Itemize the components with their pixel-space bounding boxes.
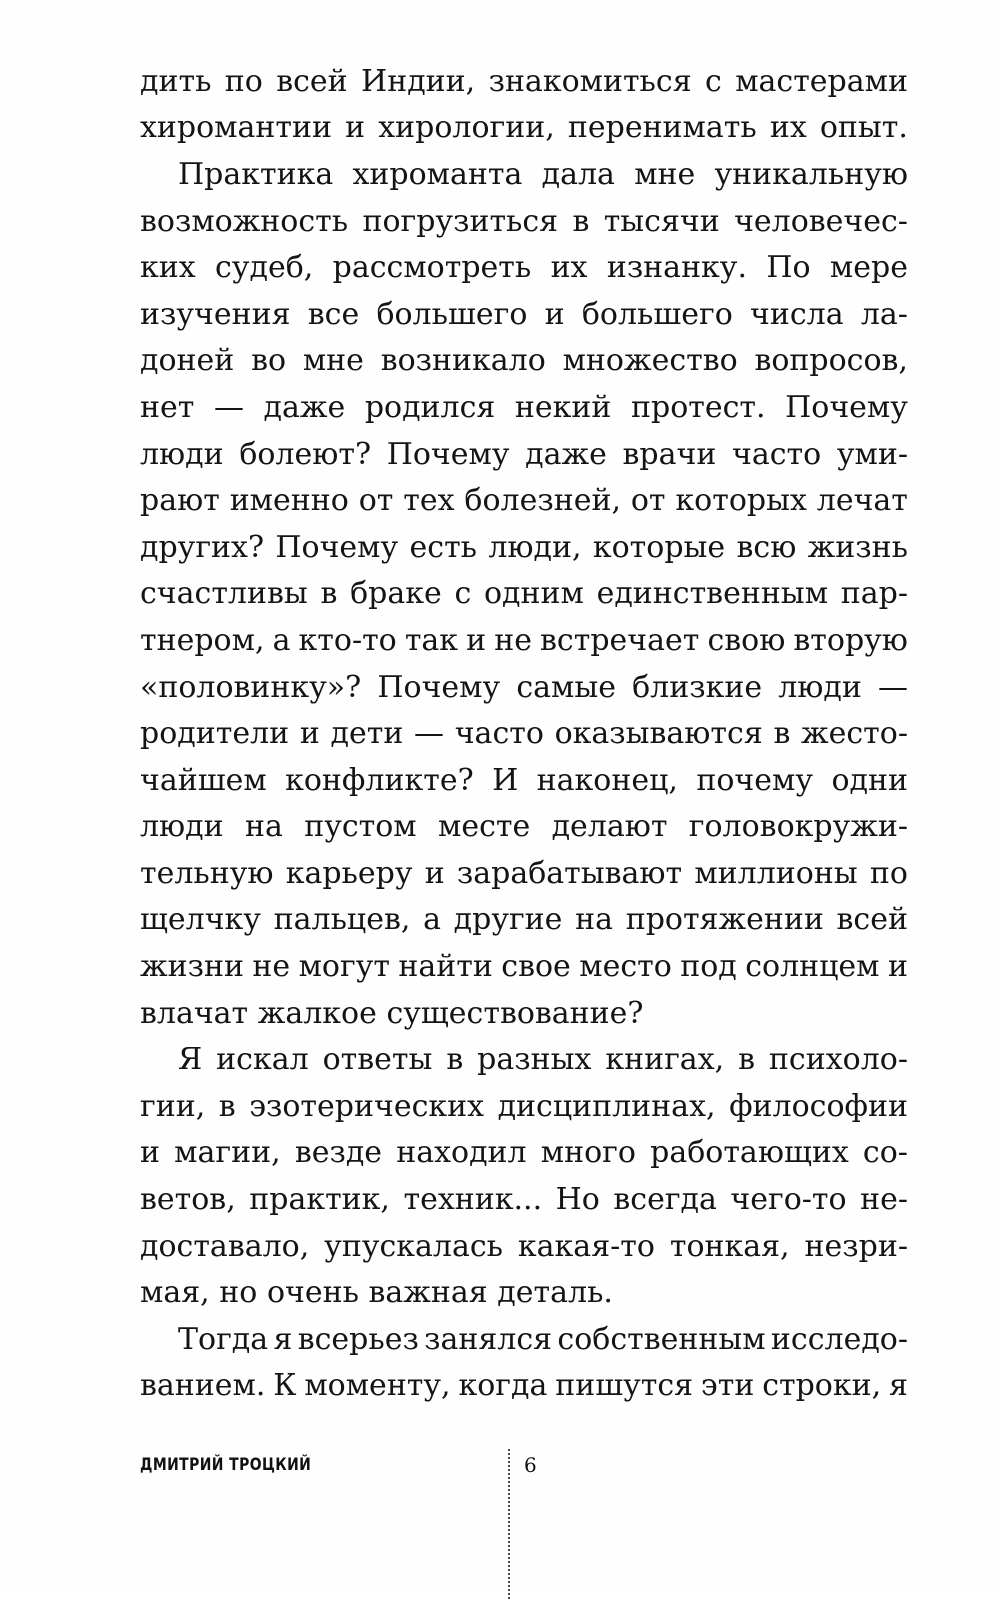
text-line: тнером, а кто-то так и не встречает свою вторую xyxy=(140,622,908,658)
text-line: гии, в эзотерических дисциплинах, философии xyxy=(140,1088,908,1124)
text-line: счастливы в браке с одним единственным пар- xyxy=(140,576,908,612)
page-footer xyxy=(140,1455,940,1485)
text-line: влачат жалкое существование? xyxy=(140,995,644,1031)
text-line: мая, но очень важная деталь. xyxy=(140,1275,613,1311)
paragraph xyxy=(140,1036,908,1316)
text-line: тельную карьеру и зарабатывают миллионы по xyxy=(140,855,908,891)
author-name: ДМИТРИЙ ТРОЦКИЙ xyxy=(140,1455,312,1475)
text-line: Практика хироманта дала мне уникальную xyxy=(178,156,908,192)
text-line: щелчку пальцев, а другие на протяжении всей xyxy=(140,902,908,938)
text-line: изучения все большего и большего числа ла- xyxy=(140,296,908,332)
text-line: люди на пустом месте делают головокружи- xyxy=(140,809,908,845)
text-line: родители и дети — часто оказываются в жесто- xyxy=(140,716,908,752)
text-line: ветов, практик, техник... Но всегда чего-то не- xyxy=(140,1182,908,1218)
text-line: возможность погрузиться в тысячи человечес- xyxy=(140,203,908,239)
paragraph xyxy=(140,58,908,151)
text-line: дить по всей Индии, знакомиться с мастерами xyxy=(140,63,908,99)
body-text xyxy=(140,58,908,1409)
text-line: Тогда я всерьез занялся собственным исследо- xyxy=(178,1321,908,1357)
text-line: жизни не могут найти свое место под солнцем и xyxy=(140,949,908,985)
text-line: и магии, везде находил много работающих со- xyxy=(140,1135,908,1171)
page-number: 6 xyxy=(524,1453,537,1477)
text-line: ванием. К моменту, когда пишутся эти строки, я xyxy=(140,1368,908,1404)
text-line: Я искал ответы в разных книгах, в психоло- xyxy=(178,1042,908,1078)
text-line: доставало, упускалась какая-то тонкая, незри- xyxy=(140,1228,908,1264)
text-line: нет — даже родился некий протест. Почему xyxy=(140,389,908,425)
text-line: хиромантии и хирологии, перенимать их опыт. xyxy=(140,110,908,146)
text-line: ких судеб, рассмотреть их изнанку. По мере xyxy=(140,250,908,286)
text-line: чайшем конфликте? И наконец, почему одни xyxy=(140,762,908,798)
text-line: других? Почему есть люди, которые всю жизнь xyxy=(140,529,908,565)
paragraph xyxy=(140,151,908,1036)
paragraph xyxy=(140,1316,908,1409)
text-line: рают именно от тех болезней, от которых лечат xyxy=(140,483,908,519)
text-line: «половинку»? Почему самые близкие люди — xyxy=(140,669,908,705)
footer-divider xyxy=(508,1449,510,1599)
text-line: доней во мне возникало множество вопросов, xyxy=(140,343,908,379)
text-line: люди болеют? Почему даже врачи часто уми- xyxy=(140,436,908,472)
